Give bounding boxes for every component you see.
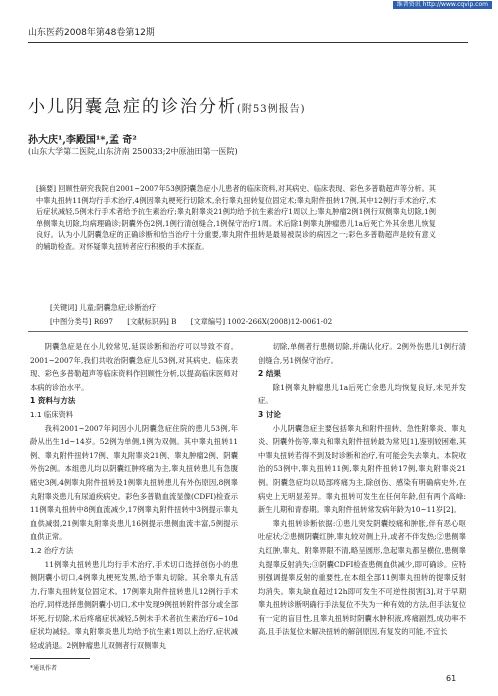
footnote-divider — [30, 658, 90, 659]
title-suffix: (附53例报告) — [237, 104, 306, 115]
paragraph: 阴囊急症是在小儿较常见,延误诊断和治疗可以导致不育。2001~2007年,我们共收治阴囊急症儿53例,对其病史、临床表现、彩色多普勒超声等临床资料作回顾性分析,以提高临床医师对本病的诊治水平。 — [30, 342, 238, 392]
section-heading: 1.1 临床资料 — [30, 409, 74, 419]
paragraph: 我科2001~2007年间因小儿阴囊急症住院的患儿53例,年龄从出生1d~14岁。52例为单侧,1例为双侧。其中睾丸扭转11例、睾丸附件扭转17例、睾丸附睾炎21例、睾丸肿瘤2例、阴囊外伤2例。本组患儿均以阴囊红肿疼痛为主,睾丸扭转患儿有急腹痛史3例,4例睾丸附件扭转及1例睾丸扭转患儿有外伤原因,8例睾丸附睾炎患儿有尿道疾病史。彩色多普勒血流显像(CDFI)检查示11例睾丸扭转中8例血流减少,17例睾丸附件扭转中3例提示睾丸血供减弱,21例睾丸附睾炎患儿16例提示患侧血流丰富,5例提示血供正常。 — [30, 423, 238, 542]
header-rule — [28, 42, 468, 43]
clc-number: [中图分类号] R697 — [50, 317, 113, 326]
document-code: [文献标识码] B — [127, 317, 177, 326]
paragraph: 睾丸扭转诊断依据:①患儿突发阴囊绞痛和肿胀,伴有恶心呕吐症状;②患侧阴囊红肿,睾丸较对侧上升,或者不伴发热;②患侧睾丸红肿,睾丸、附睾界限不清,略呈圆形,急起睾丸都呈横位,患侧睾丸提睾反射消失;③阴囊CDFI检查患侧血供减少,即可确诊。应特别强调提睾反射的重要性,在本组全部11例睾丸扭转的提睾反射均消失。睾丸缺血超过12h即可发生不可逆性损害[3],对于早期睾丸扭转诊断明确行手法复位不失为一种有效的方法,但手法复位有一定的盲目性,且睾丸扭转时阴囊水肿积液,疼痛剧烈,成功率不高,且手法复位未解决扭转的解剖原因,有复发的可能,不宜长 — [258, 518, 466, 637]
section-heading: 1 资料与方法 — [30, 396, 76, 406]
abstract-divider — [28, 331, 468, 332]
section-heading: 2 结果 — [258, 369, 281, 379]
affiliation: (山东大学第二医院,山东济南 250033;2中原油田第一医院) — [28, 147, 238, 156]
paragraph: 切除,单侧者行患侧切除,并确认化疗。2例外伤患儿1例行清创缝合,另1例保守治疗。 — [258, 342, 466, 365]
left-column — [30, 340, 238, 653]
page-number: 61 — [446, 674, 457, 683]
paragraph: 除1例睾丸肿瘤患儿1a后死亡余患儿均恢复良好,未见并发症。 — [258, 382, 466, 406]
authors: 孙大庆¹,李殿国¹*,孟 奇² — [28, 135, 137, 146]
journal-header: 山东医药2008年第48卷第12期 — [28, 28, 155, 38]
title-main: 小儿阴囊急症的诊治分析 — [28, 97, 237, 117]
article-number: [文章编号] 1002-266X(2008)12-0061-02 — [190, 317, 333, 326]
paragraph: 11例睾丸扭转患儿均行手术治疗,手术切口选择创伤小的患侧阴囊小切口,4例睾丸梗死发黑,给予睾丸切除。其余睾丸有活力,行睾丸扭转复位固定术。17例睾丸附件扭转患儿12例行手术治疗,同样选择患侧阴囊小切口,术中发现9例扭转附件部分或全部坏死,行切除,术后疼痛症状减轻,5例未手术者抗生素治疗6~10d症状均减轻。睾丸附睾炎患儿均给予抗生素1周以上治疗,症状减轻或消退。2例肿瘤患儿双侧者行双侧睾丸 — [30, 559, 238, 651]
paragraph: 小儿阴囊急症主要包括睾丸和附件扭转、急性附睾炎、睾丸炎、阴囊外伤等,睾丸和睾丸附件扭转最为常见[1],鉴别较困难,其中睾丸扭转若得不到及时诊断和治疗,有可能会失去睾丸。本院收治的53例中,睾丸扭转11例,睾丸附件扭转17例,睾丸附睾炎21例。阴囊急症均以局部疼痛为主,除创伤、感染有明确病史外,在病史上无明显差异。睾丸扭转可发生在任何年龄,但有两个高峰:新生儿期和青春期。睾丸附件扭转常发病年龄为10~11岁[2]。 — [258, 423, 466, 515]
section-heading: 1.2 治疗方法 — [30, 545, 74, 555]
section-heading: 3 讨论 — [258, 409, 281, 419]
right-column — [258, 340, 466, 639]
top-bar — [0, 0, 498, 10]
watermark: 维普资讯 http://www.cqvip.com — [393, 1, 492, 9]
keywords: [关键词] 儿童;阴囊急症;诊断治疗 — [50, 303, 157, 312]
classification-line — [50, 317, 344, 327]
article-title — [28, 92, 306, 117]
footnote: *通讯作者 — [30, 665, 58, 672]
abstract: [摘要] 回顾性研究我院自2001~2007年53例阴囊急症小儿患者的临床资料,对其病史、临床表现、彩色多普勒超声等分析。其中睾丸扭转11例均行手术治疗,4例因睾丸梗死行切除术,余行睾丸扭转复位固定术;睾丸附件扭转17例,其中12例行手术治疗,术后症状减轻,5例未行手术者给予抗生素治疗;睾丸附睾炎21例均给予抗生素治疗1周以上;睾丸肿瘤2例1例行双侧睾丸切除,1例单侧睾丸切除,均病理确诊;阴囊外伤2例,1例行清创缝合,1例保守治疗1周。术后除1例睾丸肿瘤患儿1a后死亡外其余患儿恢复良好。认为小儿阴囊急症的正确诊断和恰当治疗十分重要,睾丸附件扭转是最易被误诊的病因之一;彩色多普勒超声是较有意义的辅助检查。对怀疑睾丸扭转者应行积极的手术探查。 — [36, 184, 436, 251]
